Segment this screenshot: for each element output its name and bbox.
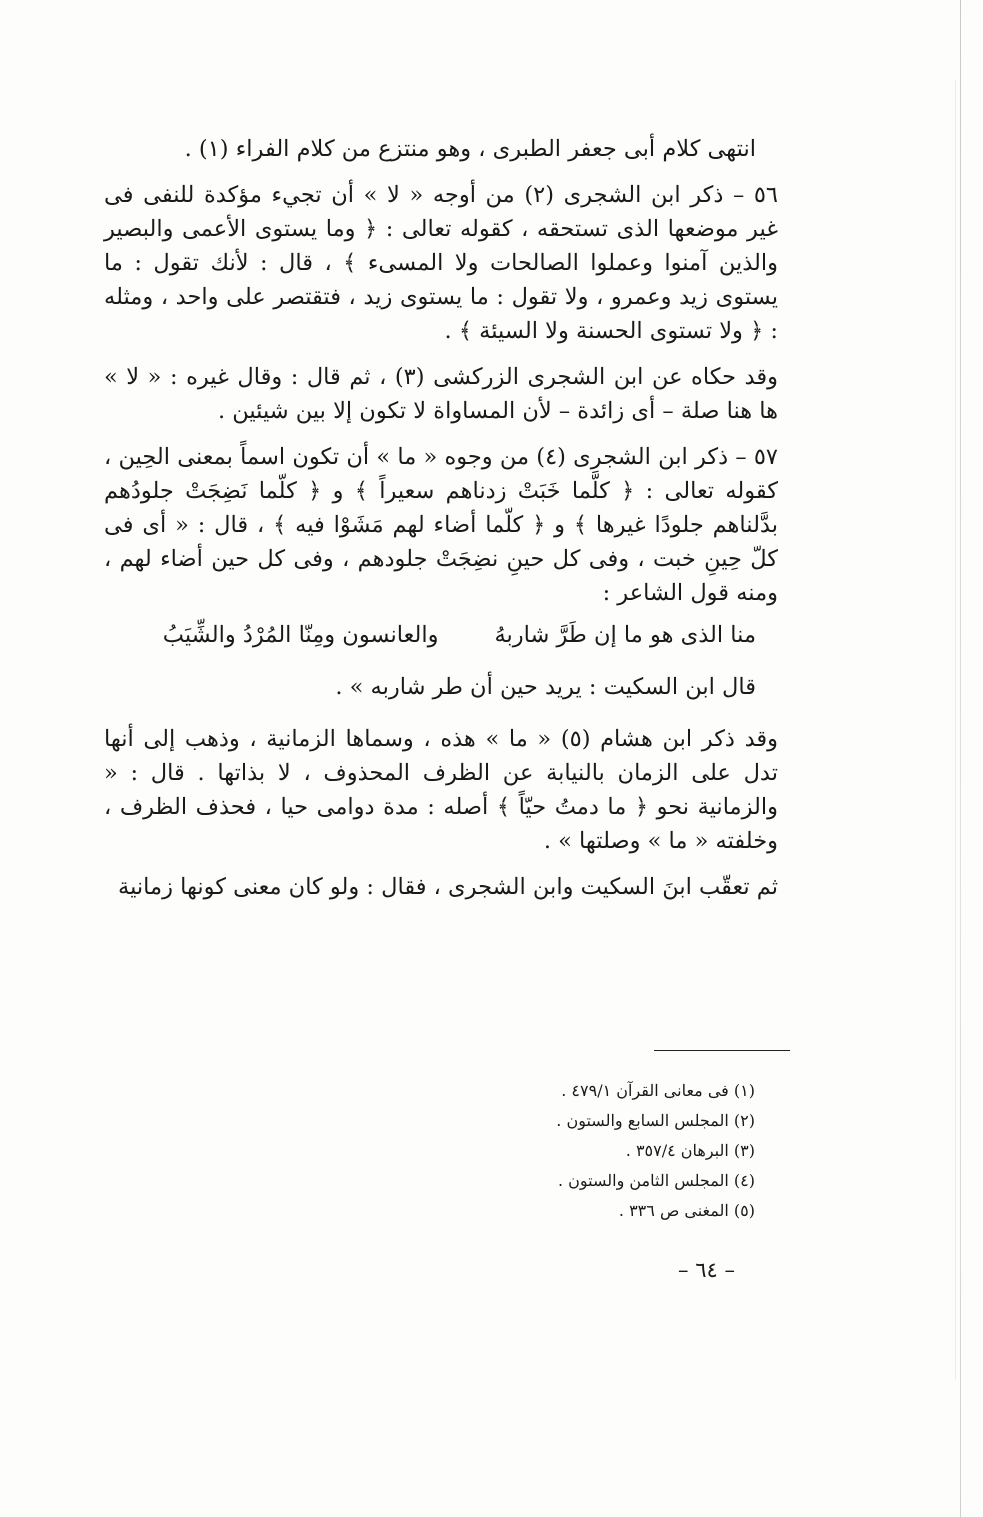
paragraph-gap [104,858,816,870]
footnote-item: (٣) البرهان ٣٥٧/٤ . [625,1141,755,1160]
footnote-item: (٢) المجلس السابع والستون . [556,1111,755,1130]
footnote-item: (١) فى معانى القرآن ٤٧٩/١ . [561,1081,755,1100]
footnote-item: (٥) المغنى ص ٣٣٦ . [618,1201,755,1220]
page-number-row [0,1258,983,1282]
footnotes [360,1076,755,1226]
footnote-item: (٤) المجلس الثامن والستون . [557,1171,755,1190]
poetry-verse [104,618,816,652]
paragraph-gap [104,348,816,360]
paragraph-56: ٥٦ – ذكر ابن الشجرى (٢) من أوجه « لا » أن تجيء مؤكدة للنفى فى غير موضعها الذى تستحقه ، كقوله تعالى : ﴿ وما يستوى الأعمى والبصير والذين آمنوا وعملوا الصالحات ولا المسىء ﴾ ، قال : لأنك تقول : ما يستوى زيد وعمرو ، ولا تقول : ما يستوى زيد ، فتقتصر على واحد ، ومثله : ﴿ ولا تستوى الحسنة ولا السيئة ﴾ . [104,182,778,344]
paragraph-gap [104,428,816,440]
main-text [104,132,816,904]
paragraph-57: ٥٧ – ذكر ابن الشجرى (٤) من وجوه « ما » أن تكون اسماً بمعنى الحِين ، كقوله تعالى : ﴿ كلَّما خَبَتْ زدناهم سعيراً ﴾ و ﴿ كلّما نَضِجَتْ جلودُهم بدَّلناهم جلودًا غيرها ﴾ و ﴿ كلّما أضاء لهم مَشَوْا فيه ﴾ ، قال : « أى فى كلّ حِينِ خبت ، وفى كل حينِ نضِجَتْ جلودهم ، وفى كل حين أضاء لهم ، ومنه قول الشاعر : [104,444,778,606]
paragraph-intro: انتهى كلام أبى جعفر الطبرى ، وهو منتزع من كلام الفراء (١) . [184,136,756,162]
paragraph-continuation: ثم تعقّب ابنَ السكيت وابن الشجرى ، فقال : ولو كان معنى كونها زمانية [118,874,778,900]
paragraph-ibn-sikkit: قال ابن السكيت : يريد حين أن طر شاربه » . [335,674,756,700]
verse-hemistich-second: والعانسون ومِنّا المُرْدُ والشِّيَبُ [162,622,439,648]
footnote-separator [654,1050,790,1051]
scan-edge-shadow [955,80,956,1380]
page-number: – ٦٤ – [678,1258,735,1282]
paragraph-gap [104,704,816,722]
paragraph-gap [104,652,816,670]
paragraph-gap [104,166,816,178]
scan-edge-line [960,0,961,1517]
verse-hemistich-first: منا الذى هو ما إن طَرَّ شاربهُ [494,622,756,648]
paragraph-ibn-hisham: وقد ذكر ابن هشام (٥) « ما » هذه ، وسماها الزمانية ، وذهب إلى أنها تدل على الزمان بالنيابة عن الظرف المحذوف ، لا بذاتها . قال : « والزمانية نحو ﴿ ما دمتُ حيّاً ﴾ أصله : مدة دوامى حيا ، فحذف الظرف ، وخلفته « ما » وصلتها » . [104,726,779,854]
paragraph-zarkashi: وقد حكاه عن ابن الشجرى الزركشى (٣) ، ثم قال : وقال غيره : « لا » ها هنا صلة – أى زائدة – لأن المساواة لا تكون إلا بين شيئين . [104,364,778,424]
